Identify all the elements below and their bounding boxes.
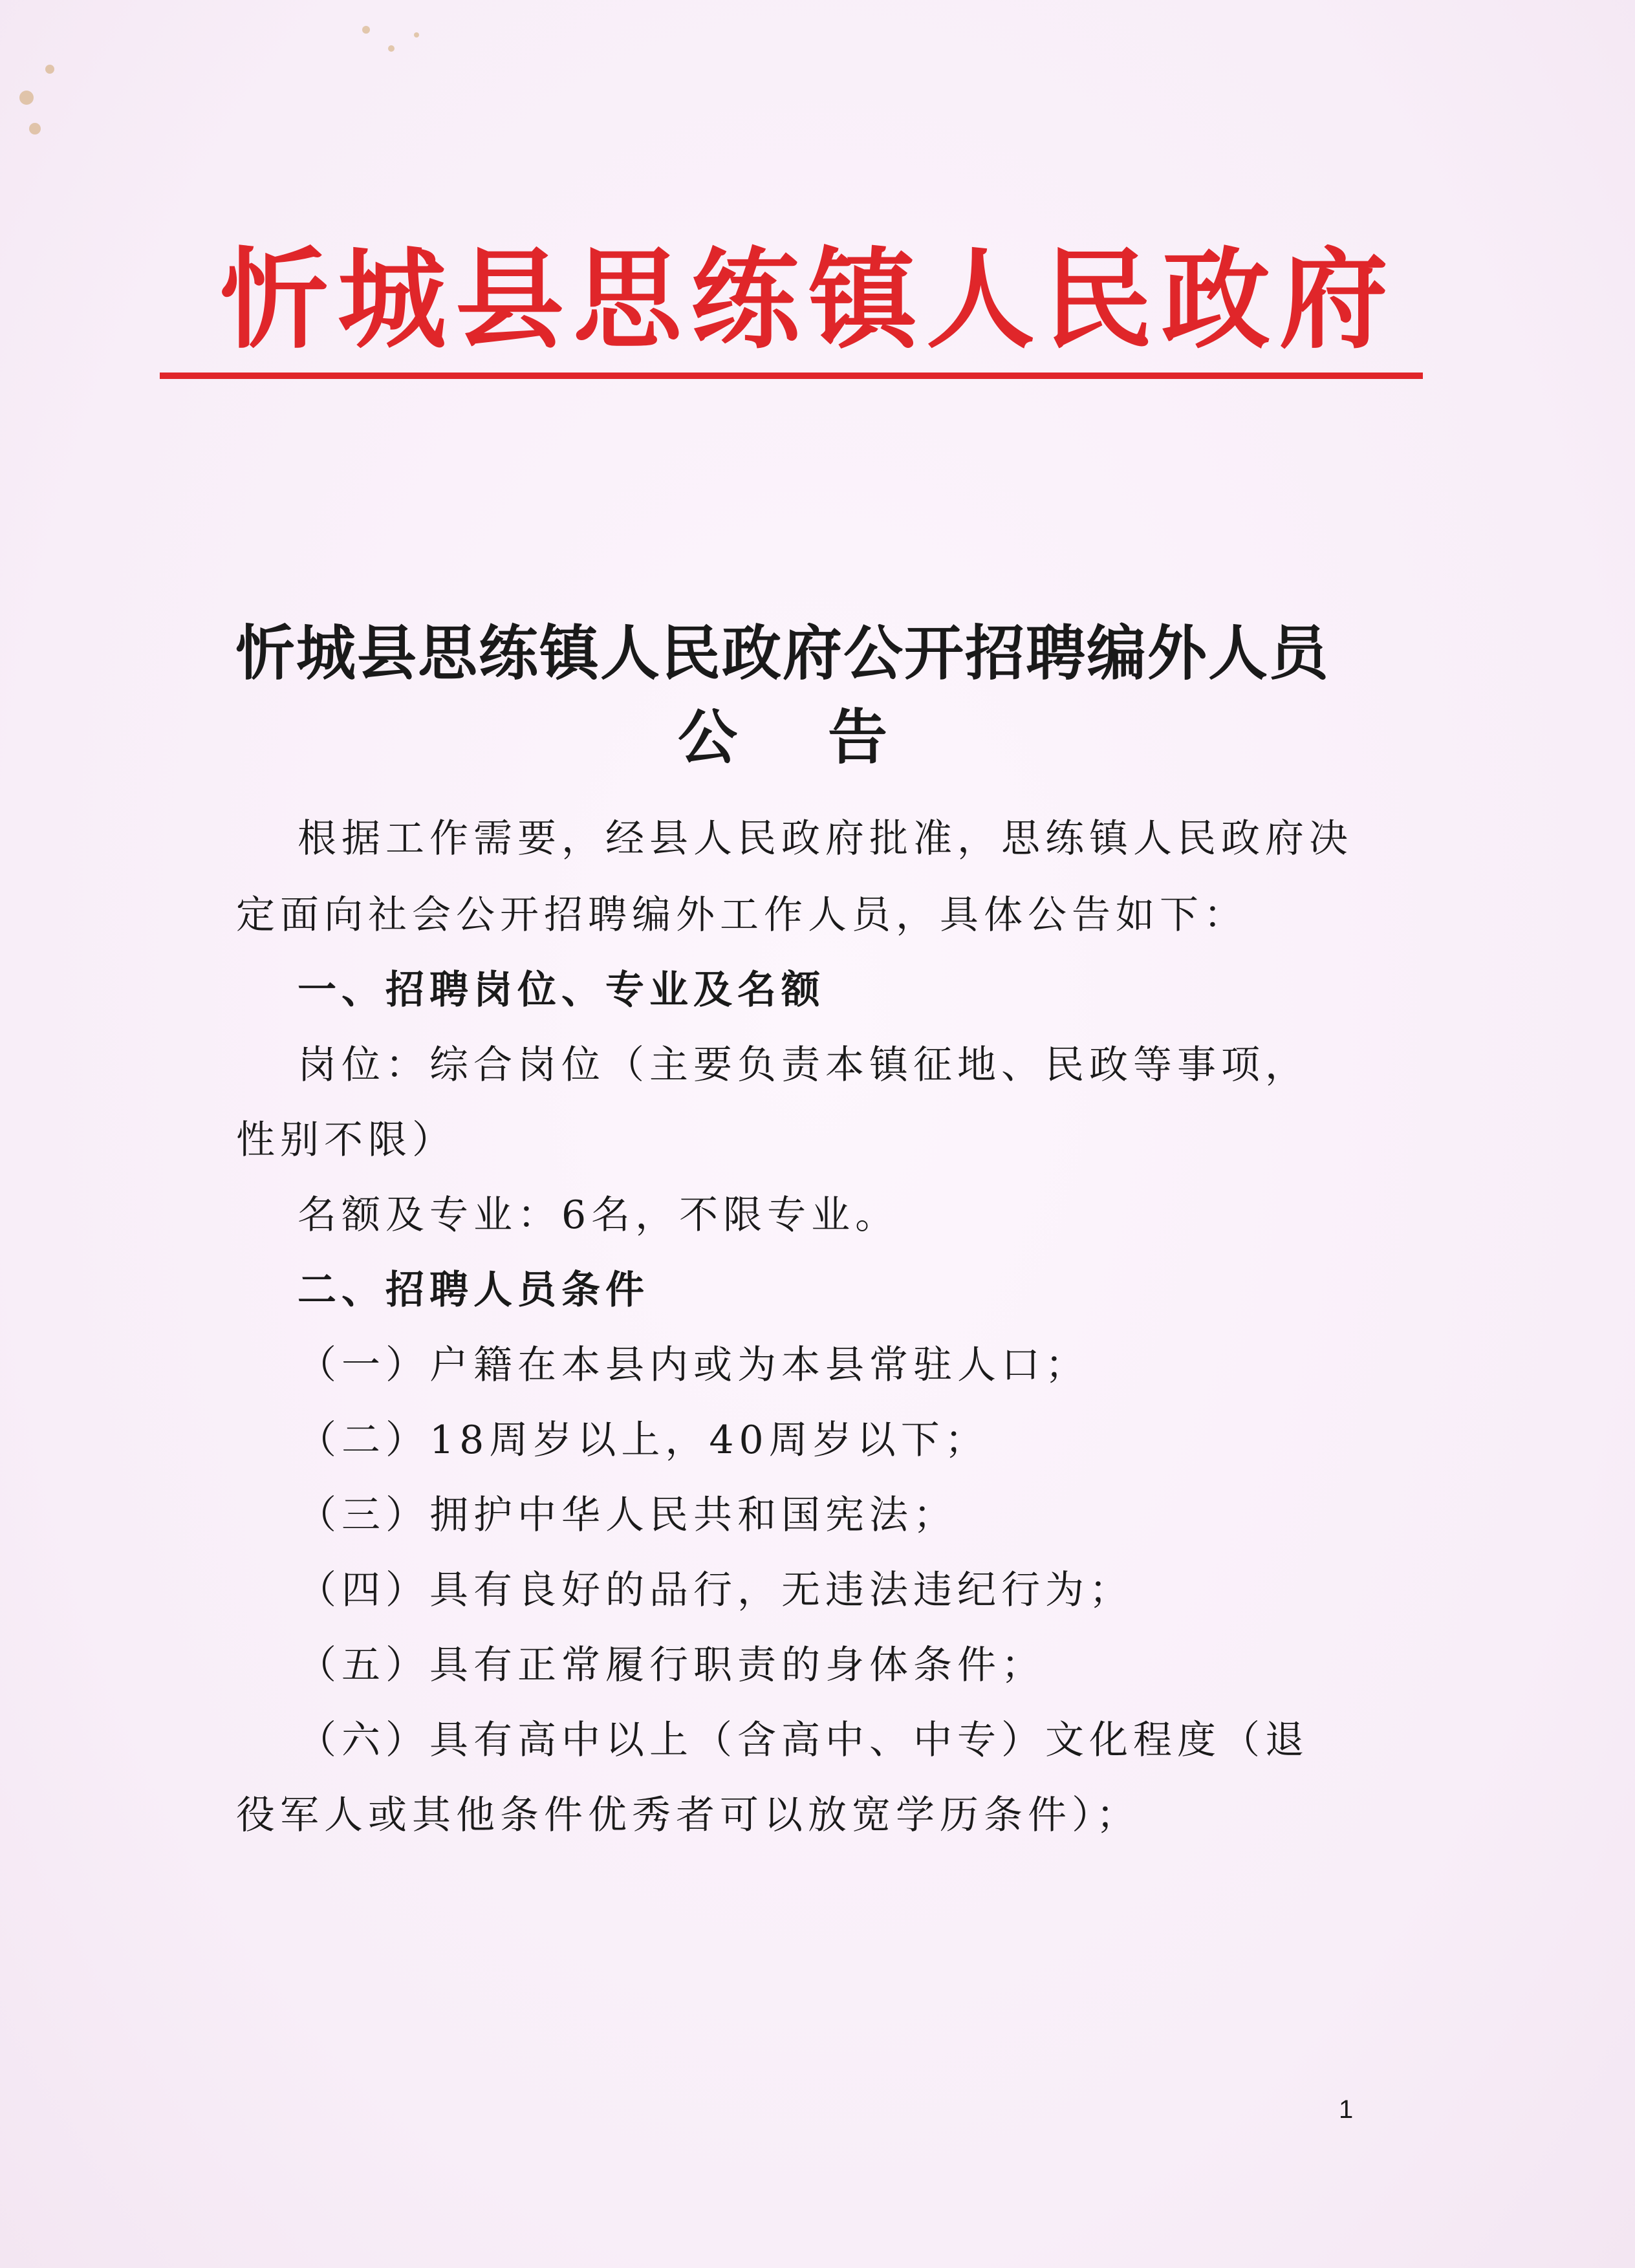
list-item: （五）具有正常履行职责的身体条件；	[298, 1643, 1045, 1688]
notice-title-line2: 公告	[677, 702, 978, 772]
list-item: （一）户籍在本县内或为本县常驻人口；	[298, 1343, 1089, 1388]
paragraph-line: 名额及专业：6名，不限专业。	[298, 1193, 900, 1238]
list-item: （三）拥护中华人民共和国宪法；	[298, 1493, 957, 1538]
list-item: 役军人或其他条件优秀者可以放宽学历条件）；	[236, 1793, 1140, 1838]
paper-stain	[414, 32, 419, 38]
paper-stain	[388, 45, 395, 52]
paper-stain	[19, 91, 34, 105]
section-heading: 一、招聘岗位、专业及名额	[298, 967, 825, 1013]
list-item: （六）具有高中以上（含高中、中专）文化程度（退	[298, 1718, 1309, 1763]
letterhead-rule	[160, 373, 1423, 379]
list-item: （四）具有良好的品行，无违法违纪行为；	[298, 1568, 1133, 1613]
list-item: （二）18周岁以上，40周岁以下；	[298, 1418, 989, 1463]
letterhead-org-name: 忻城县思练镇人民政府	[220, 235, 1397, 363]
paragraph-line: 岗位：综合岗位（主要负责本镇征地、民政等事项，	[298, 1042, 1309, 1088]
paper-stain	[45, 65, 54, 74]
notice-title-line1: 忻城县思练镇人民政府公开招聘编外人员	[235, 618, 1330, 688]
section-heading: 二、招聘人员条件	[298, 1268, 649, 1313]
paper-stain	[29, 123, 41, 135]
paragraph-line: 根据工作需要，经县人民政府批准，思练镇人民政府决	[298, 816, 1353, 861]
paragraph-line: 定面向社会公开招聘编外工作人员，具体公告如下：	[236, 892, 1248, 938]
paragraph-line: 性别不限）	[236, 1118, 456, 1163]
page-number: 1	[1339, 2095, 1354, 2124]
paper-stain	[362, 26, 370, 34]
